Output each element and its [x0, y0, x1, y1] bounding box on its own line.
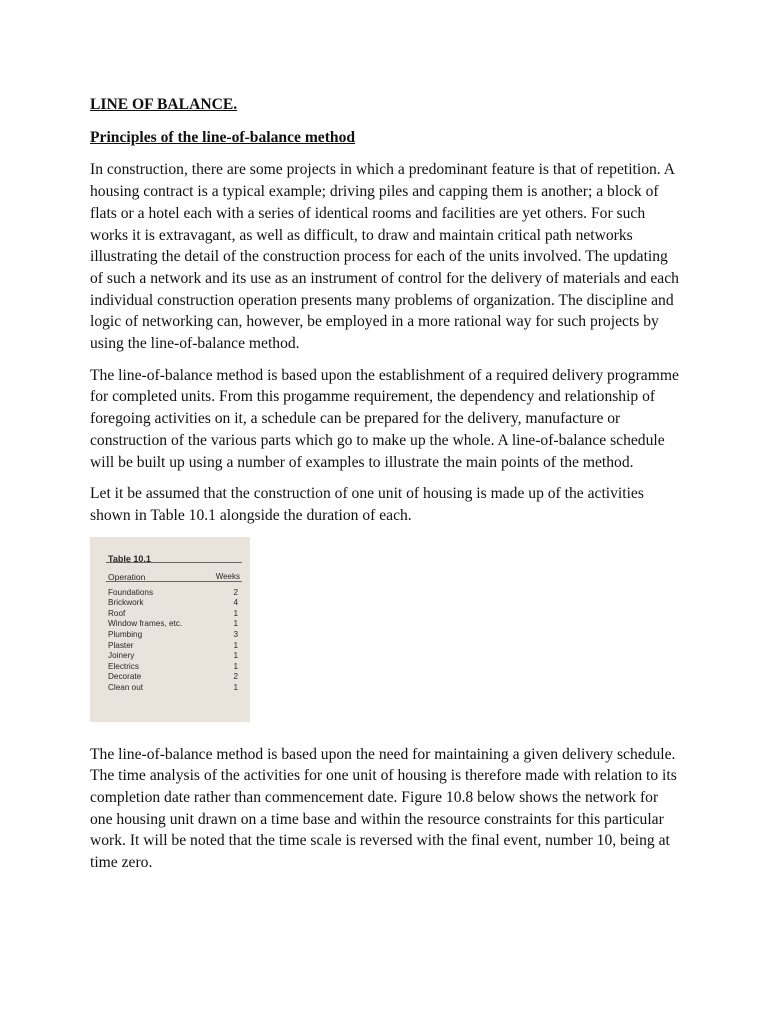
- table-cell-operation: Brickwork: [108, 598, 144, 608]
- table-title: Table 10.1: [108, 553, 151, 564]
- table-cell-weeks: 1: [233, 661, 238, 671]
- table-cell-weeks: 2: [233, 672, 238, 682]
- table-cell-weeks: 1: [233, 619, 238, 629]
- table-cell-operation: Joinery: [108, 651, 135, 661]
- table-row: [108, 641, 238, 652]
- section-heading: Principles of the line-of-balance method: [90, 128, 356, 146]
- table-10-1-image: [90, 537, 250, 722]
- table-cell-weeks: 1: [233, 651, 238, 661]
- table-cell-operation: Plaster: [108, 640, 134, 650]
- table-cell-weeks: 1: [233, 640, 238, 650]
- table-rule-header: [106, 581, 242, 582]
- paragraph-intro: In construction, there are some projects in which a predominant feature is that of repetition. A housing contract is a typical example; driving piles and capping them is another; a block of flats or a hotel each with a series of identical rooms and facilities are yet others. For such works it is extravagant, as well as difficult, to draw and maintain critical path networks illustrating the detail of the construction process for each of the units involved. The updating of such a network and its use as an instrument of control for the delivery of materials and each individual construction operation presents many problems of organization. The discipline and logic of networking can, however, be employed in a more rational way for such projects by using the line-of-balance method.: [90, 161, 679, 353]
- table-row: [108, 630, 238, 641]
- table-cell-weeks: 1: [233, 683, 238, 692]
- table-row: [108, 609, 238, 620]
- table-row: [108, 598, 238, 609]
- table-header-operation: Operation: [108, 571, 146, 582]
- table-cell-operation: Foundations: [108, 587, 154, 597]
- table-cell-operation: Electrics: [108, 661, 139, 671]
- table-cell-operation: Clean out: [108, 683, 144, 692]
- table-rule-top: [106, 562, 242, 563]
- table-row: [108, 588, 238, 599]
- document-page: [90, 94, 680, 884]
- table-row: [108, 672, 238, 683]
- table-cell-weeks: 2: [233, 587, 238, 597]
- table-cell-weeks: 1: [233, 608, 238, 618]
- table-row: [108, 651, 238, 662]
- table-body: [108, 588, 238, 694]
- table-header-weeks: Weeks: [215, 571, 240, 581]
- table-cell-operation: Roof: [108, 608, 126, 618]
- table-row: [108, 619, 238, 630]
- table-cell-operation: Window frames, etc.: [108, 619, 183, 629]
- table-cell-weeks: 3: [233, 630, 238, 640]
- paragraph-time-analysis: The line-of-balance method is based upon the need for maintaining a given delivery schedule. The time analysis of the activities for one unit of housing is therefore made with relation to its completion date rather than commencement date. Figure 10.8 below shows the network for one housing unit drawn on a time base and within the resource constraints for this particular work. It will be noted that the time scale is reversed with the final event, number 10, being at time zero.: [90, 745, 677, 872]
- paragraph-assumption: Let it be assumed that the construction of one unit of housing is made up of the activities shown in Table 10.1 alongside the duration of each.: [90, 485, 644, 524]
- table-cell-weeks: 4: [233, 598, 238, 608]
- table-cell-operation: Plumbing: [108, 630, 143, 640]
- document-title: LINE OF BALANCE.: [90, 96, 238, 113]
- table-row: [108, 662, 238, 673]
- table-cell-operation: Decorate: [108, 672, 142, 682]
- table-row: [108, 683, 238, 694]
- paragraph-method: The line-of-balance method is based upon the establishment of a required delivery programme for completed units. From this progamme requirement, the dependency and relationship of foregoing activities on it, a schedule can be prepared for the delivery, manufacture or construction of the various parts which go to make up the whole. A line-of-balance schedule will be built up using a number of examples to illustrate the main points of the method.: [90, 366, 679, 471]
